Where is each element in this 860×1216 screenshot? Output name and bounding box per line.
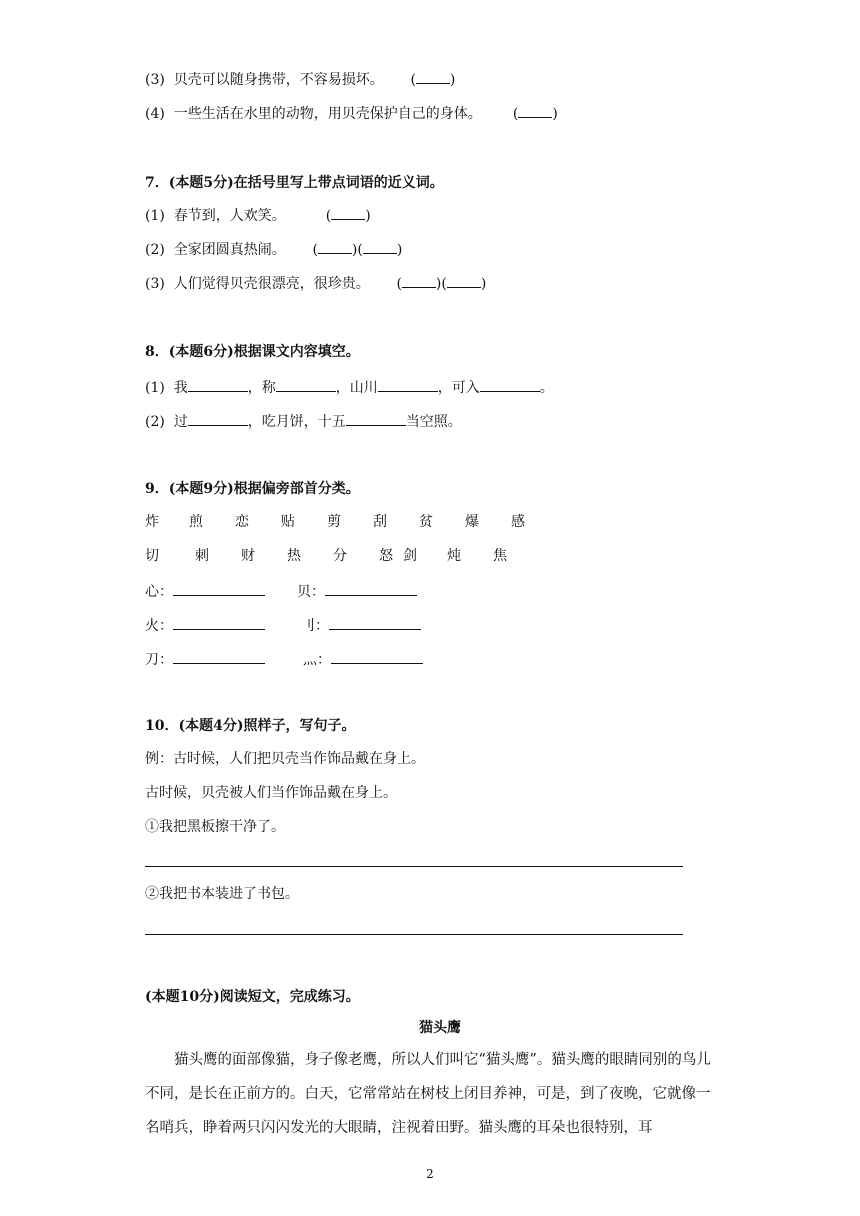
answer-blank[interactable] xyxy=(318,239,352,254)
character: 剪 xyxy=(327,514,341,530)
item-number: (3) xyxy=(145,72,165,88)
character: 爆 xyxy=(465,514,479,530)
item-text: 贝壳可以随身携带，不容易损坏。 xyxy=(173,72,384,88)
item-number: (1) xyxy=(145,208,165,224)
answer-blank[interactable] xyxy=(363,239,397,254)
character: 贴 xyxy=(281,514,295,530)
line-text: ，山川 xyxy=(335,380,378,396)
q6-item-4: (4) 一些生活在水里的动物，用贝壳保护自己的身体。 ( ) xyxy=(145,103,558,124)
passage-title: 猫头鹰 xyxy=(419,1020,461,1036)
fill-blank[interactable] xyxy=(276,377,336,392)
item-number: (1) xyxy=(145,380,165,396)
radical-label: 贝： xyxy=(297,584,325,600)
character: 刺 xyxy=(195,548,209,564)
character: 感 xyxy=(511,514,525,530)
answer-blank[interactable] xyxy=(331,205,365,220)
character: 分 xyxy=(333,548,347,564)
character: 炸 xyxy=(145,514,159,530)
fill-blank[interactable] xyxy=(173,615,265,630)
q9-row-1 xyxy=(145,512,541,532)
character: 恋 xyxy=(235,514,249,530)
answer-blank[interactable] xyxy=(416,69,450,84)
fill-blank[interactable] xyxy=(188,377,248,392)
answer-blank[interactable] xyxy=(402,273,436,288)
character: 剑 xyxy=(403,548,417,564)
line-text: ，可入 xyxy=(437,380,480,396)
character: 刮 xyxy=(373,514,387,530)
q10-example-2: 古时候，贝壳被人们当作饰品戴在身上。 xyxy=(145,785,397,801)
q7-item-1: (1) 春节到，人欢笑。 ( ) xyxy=(145,205,371,226)
item-text: 一些生活在水里的动物，用贝壳保护自己的身体。 xyxy=(173,106,482,122)
line-text: ，吃月饼，十五 xyxy=(247,414,346,430)
fill-blank[interactable] xyxy=(480,377,540,392)
q10-item-1: ①我把黑板擦干净了。 xyxy=(145,819,285,835)
q9-radical-row-2 xyxy=(145,615,421,636)
q6-item-3: (3) 贝壳可以随身携带，不容易损坏。 ( ) xyxy=(145,69,455,90)
item-number: (2) xyxy=(145,414,165,430)
answer-line-2[interactable] xyxy=(145,934,683,935)
character: 财 xyxy=(241,548,255,564)
q10-item-2: ②我把书本装进了书包。 xyxy=(145,886,299,902)
fill-blank[interactable] xyxy=(331,649,423,664)
line-text: 当空照。 xyxy=(405,414,462,430)
fill-blank[interactable] xyxy=(329,615,421,630)
fill-blank[interactable] xyxy=(346,411,406,426)
q7-item-2: (2) 全家团圆真热闹。 ( )( ) xyxy=(145,239,402,260)
q9-title: 9．(本题9分)根据偏旁部首分类。 xyxy=(145,481,360,497)
radical-label: 刀： xyxy=(145,652,173,668)
q9-radical-row-1 xyxy=(145,581,417,602)
radical-label: 火： xyxy=(145,618,173,634)
character: 炖 xyxy=(447,548,461,564)
item-number: (4) xyxy=(145,106,165,122)
character: 煎 xyxy=(189,514,203,530)
radical-label: 刂： xyxy=(301,618,329,634)
answer-blank[interactable] xyxy=(447,273,481,288)
character: 热 xyxy=(287,548,301,564)
answer-blank[interactable] xyxy=(518,103,552,118)
radical-label: 灬： xyxy=(303,652,331,668)
q9-radical-row-3 xyxy=(145,649,423,670)
reading-title: (本题10分)阅读短文，完成练习。 xyxy=(145,989,360,1005)
line-text: 过 xyxy=(173,414,188,430)
line-text: 我 xyxy=(173,380,188,396)
character: 贫 xyxy=(419,514,433,530)
q8-title: 8．(本题6分)根据课文内容填空。 xyxy=(145,344,360,360)
fill-blank[interactable] xyxy=(378,377,438,392)
item-number: (2) xyxy=(145,242,165,258)
q8-line-2 xyxy=(145,411,462,432)
character: 怒 xyxy=(379,548,393,564)
radical-label: 心： xyxy=(145,584,173,600)
q9-row-2 xyxy=(145,546,523,566)
page-number: 2 xyxy=(426,1167,434,1181)
item-text: 全家团圆真热闹。 xyxy=(173,242,286,258)
fill-blank[interactable] xyxy=(173,649,265,664)
character: 焦 xyxy=(493,548,507,564)
character: 切 xyxy=(145,548,159,564)
q8-line-1 xyxy=(145,377,554,398)
q10-title: 10．(本题4分)照样子，写句子。 xyxy=(145,718,356,734)
item-text: 人们觉得贝壳很漂亮，很珍贵。 xyxy=(173,276,370,292)
fill-blank[interactable] xyxy=(188,411,248,426)
passage-text: 猫头鹰的面部像猫，身子像老鹰，所以人们叫它“猫头鹰”。猫头鹰的眼睛同别的鸟儿不同，是长在正前方的。白天，它常常站在树枝上闭目养神，可是，到了夜晚，它就像一名哨兵，睁着两只闪闪发光的大眼睛，注视着田野。猫头鹰的耳朵也很特别，耳 xyxy=(145,1052,711,1136)
fill-blank[interactable] xyxy=(173,581,265,596)
line-text: ，称 xyxy=(247,380,276,396)
item-text: 春节到，人欢笑。 xyxy=(173,208,286,224)
line-text: 。 xyxy=(539,380,554,396)
answer-line-1[interactable] xyxy=(145,866,683,867)
q10-example-1: 例：古时候，人们把贝壳当作饰品戴在身上。 xyxy=(145,751,425,767)
item-number: (3) xyxy=(145,276,165,292)
fill-blank[interactable] xyxy=(325,581,417,596)
q7-item-3: (3) 人们觉得贝壳很漂亮，很珍贵。 ( )( ) xyxy=(145,273,486,294)
q7-title: 7．(本题5分)在括号里写上带点词语的近义词。 xyxy=(145,175,444,191)
